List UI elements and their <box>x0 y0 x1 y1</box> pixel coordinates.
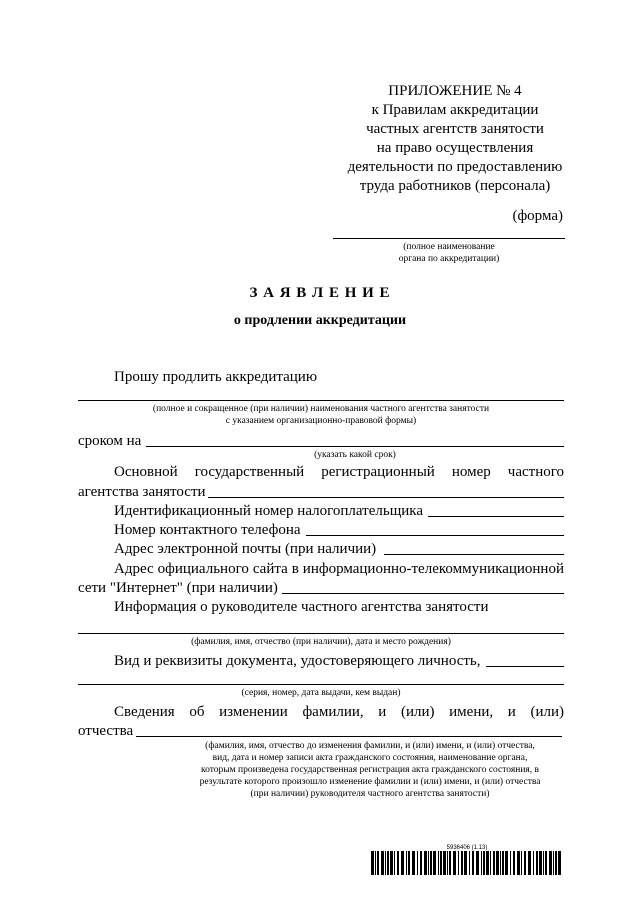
barcode-icon <box>371 851 563 875</box>
website-line[interactable] <box>282 593 564 594</box>
appendix-header <box>330 82 580 196</box>
name-change-line[interactable] <box>136 736 562 737</box>
authority-hint-line: органа по аккредитации) <box>398 254 500 264</box>
barcode-number: 5936406 (1.13) <box>446 845 488 851</box>
phone-label: Номер контактного телефона <box>114 522 301 538</box>
document-barcode <box>371 845 563 880</box>
id-doc-hint: (серия, номер, дата выдачи, кем выдан) <box>241 688 401 698</box>
agency-name-line[interactable] <box>78 400 564 401</box>
request-text: Прошу продлить аккредитацию <box>114 369 318 385</box>
ogrn-label: Основной государственный регистрационный номер частного <box>114 464 564 480</box>
name-change-label-cont: отчества <box>78 723 134 739</box>
name-change-hint <box>160 740 580 800</box>
head-info-label: Информация о руководителе частного агентства занятости <box>114 599 489 615</box>
appendix-line: труда работников (персонала) <box>359 178 551 194</box>
agency-name-hint-line: (полное и сокращенное (при наличии) наименования частного агентства занятости <box>152 404 490 414</box>
ogrn-label-cont: агентства занятости <box>78 484 206 500</box>
name-change-hint-line: вид, дата и номер записи акта гражданского состояния, наименование органа, <box>212 753 528 763</box>
term-label: сроком на <box>78 433 142 449</box>
appendix-number: ПРИЛОЖЕНИЕ № 4 <box>388 83 522 99</box>
email-label: Адрес электронной почты (при наличии) <box>114 541 377 557</box>
authority-hint <box>333 241 565 265</box>
appendix-line: деятельности по предоставлению <box>347 159 563 175</box>
inn-label: Идентификационный номер налогоплательщика <box>114 503 424 519</box>
agency-name-hint <box>78 403 564 427</box>
name-change-hint-line: результате которого произошло изменение фамилии и (или) имени, и (или) отчества <box>199 777 541 787</box>
appendix-line: к Правилам аккредитации <box>371 102 539 118</box>
email-line[interactable] <box>384 554 564 555</box>
inn-line[interactable] <box>428 516 564 517</box>
head-info-hint: (фамилия, имя, отчество (при наличии), дата и место рождения) <box>191 637 451 647</box>
appendix-line: частных агентств занятости <box>366 121 544 137</box>
authority-name-line[interactable] <box>333 238 565 239</box>
agency-name-hint-line: с указанием организационно-правовой формы) <box>225 416 417 426</box>
ogrn-line[interactable] <box>208 497 564 498</box>
term-line[interactable] <box>146 446 564 447</box>
website-label-cont: сети "Интернет" (при наличии) <box>78 580 278 596</box>
head-info-line[interactable] <box>78 633 564 634</box>
id-doc-line-2[interactable] <box>78 684 564 685</box>
phone-line[interactable] <box>306 535 564 536</box>
form-label: (форма) <box>512 208 563 224</box>
name-change-label: Сведения об изменении фамилии, и (или) имени, и (или) <box>114 704 564 720</box>
name-change-hint-line: (фамилия, имя, отчество до изменения фамилии, и (или) имени, и (или) отчества, <box>205 741 535 751</box>
name-change-hint-line: которым произведена государственная регистрация акта гражданского состояния, в <box>200 765 540 775</box>
term-hint: (указать какой срок) <box>314 450 396 460</box>
id-doc-line[interactable] <box>486 666 564 667</box>
appendix-line: на право осуществления <box>376 140 534 156</box>
website-label: Адрес официального сайта в информационно-телекоммуникационной <box>114 561 564 577</box>
authority-hint-line: (полное наименование <box>403 242 495 252</box>
name-change-hint-line: (при наличии) руководителя частного агентства занятости) <box>250 789 490 799</box>
id-doc-label: Вид и реквизиты документа, удостоверяющего личность, <box>114 653 481 669</box>
document-title: З А Я В Л Е Н И Е <box>249 285 391 301</box>
document-subtitle: о продлении аккредитации <box>233 313 407 328</box>
